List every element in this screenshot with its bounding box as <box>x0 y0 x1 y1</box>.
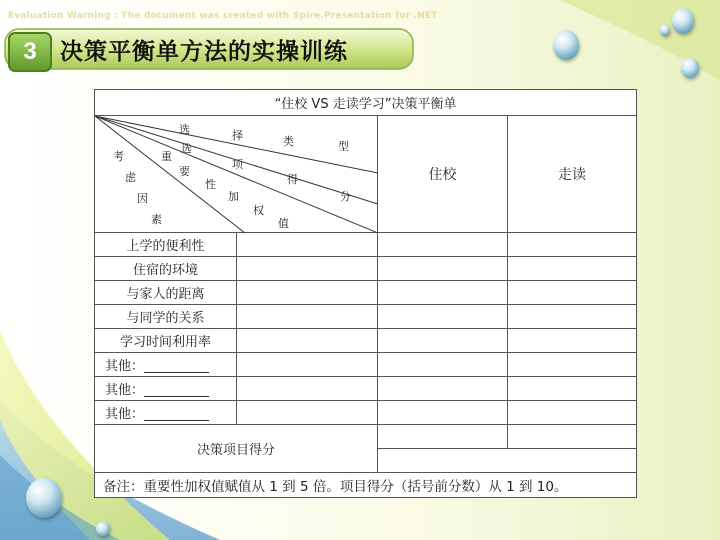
diag-label: 虑 <box>125 171 136 184</box>
zoudu-score-cell[interactable] <box>508 281 637 305</box>
zhuxiao-score-cell[interactable] <box>378 329 508 353</box>
other-row-label: 其他：__________ <box>95 377 237 401</box>
diag-label: 性 <box>205 178 216 191</box>
total-comparison-cell[interactable] <box>378 449 637 473</box>
zhuxiao-score-cell[interactable] <box>378 353 508 377</box>
weight-cell[interactable] <box>237 233 378 257</box>
diagonal-header-cell <box>95 116 378 233</box>
weight-cell[interactable] <box>237 329 378 353</box>
diag-label: 加 <box>228 190 239 203</box>
column-header-zoudu: 走读 <box>508 116 637 233</box>
row-label: 学习时间利用率 <box>95 329 237 353</box>
water-drop-icon <box>26 478 62 518</box>
diag-label: 得 <box>287 173 298 186</box>
zoudu-score-cell[interactable] <box>508 353 637 377</box>
diag-label: 分 <box>340 190 351 203</box>
slide-title: 决策平衡单方法的实操训练 <box>60 39 348 65</box>
zhuxiao-total-cell[interactable] <box>378 425 508 449</box>
row-label: 上学的便利性 <box>95 233 237 257</box>
diag-label: 型 <box>338 140 349 153</box>
diag-label: 选 <box>181 142 192 155</box>
row-label: 与同学的关系 <box>95 305 237 329</box>
zhuxiao-score-cell[interactable] <box>378 257 508 281</box>
zhuxiao-score-cell[interactable] <box>378 377 508 401</box>
table-caption: “住校 VS 走读学习”决策平衡单 <box>95 90 637 116</box>
evaluation-watermark: Evaluation Warning : The document was created with Spire.Presentation for .NET <box>8 11 438 21</box>
zoudu-total-cell[interactable] <box>508 425 637 449</box>
weight-cell[interactable] <box>237 257 378 281</box>
water-drop-icon <box>96 522 110 536</box>
zoudu-score-cell[interactable] <box>508 305 637 329</box>
zhuxiao-score-cell[interactable] <box>378 281 508 305</box>
column-header-zhuxiao: 住校 <box>378 116 508 233</box>
diag-label: 权 <box>253 204 264 217</box>
diag-label: 素 <box>151 213 162 226</box>
weight-cell[interactable] <box>237 401 378 425</box>
diag-label: 选 <box>179 123 190 136</box>
zoudu-score-cell[interactable] <box>508 377 637 401</box>
diag-label: 重 <box>161 150 172 163</box>
weight-cell[interactable] <box>237 281 378 305</box>
table-note: 备注：重要性加权值赋值从 1 到 5 倍。项目得分（括号前分数）从 1 到 10。 <box>95 473 637 498</box>
diag-label: 择 <box>232 129 243 142</box>
diag-label: 项 <box>232 158 243 171</box>
section-number-badge: 3 <box>8 32 52 72</box>
decision-balance-table <box>94 89 637 498</box>
decision-score-label: 决策项目得分 <box>95 425 378 473</box>
water-drop-icon <box>681 58 699 78</box>
water-drop-icon <box>553 30 579 60</box>
diag-label: 值 <box>278 217 289 230</box>
diag-label: 类 <box>283 135 294 148</box>
other-row-label: 其他：__________ <box>95 401 237 425</box>
other-row-label: 其他：__________ <box>95 353 237 377</box>
weight-cell[interactable] <box>237 305 378 329</box>
zhuxiao-score-cell[interactable] <box>378 305 508 329</box>
diag-label: 考 <box>113 150 124 163</box>
water-drop-icon <box>672 8 694 34</box>
zoudu-score-cell[interactable] <box>508 401 637 425</box>
diag-label: 因 <box>137 192 148 205</box>
zhuxiao-score-cell[interactable] <box>378 401 508 425</box>
row-label: 与家人的距离 <box>95 281 237 305</box>
zoudu-score-cell[interactable] <box>508 329 637 353</box>
diag-label: 要 <box>179 165 190 178</box>
zhuxiao-score-cell[interactable] <box>378 233 508 257</box>
row-label: 住宿的环境 <box>95 257 237 281</box>
weight-cell[interactable] <box>237 353 378 377</box>
zoudu-score-cell[interactable] <box>508 233 637 257</box>
water-drop-icon <box>660 24 670 36</box>
weight-cell[interactable] <box>237 377 378 401</box>
zoudu-score-cell[interactable] <box>508 257 637 281</box>
